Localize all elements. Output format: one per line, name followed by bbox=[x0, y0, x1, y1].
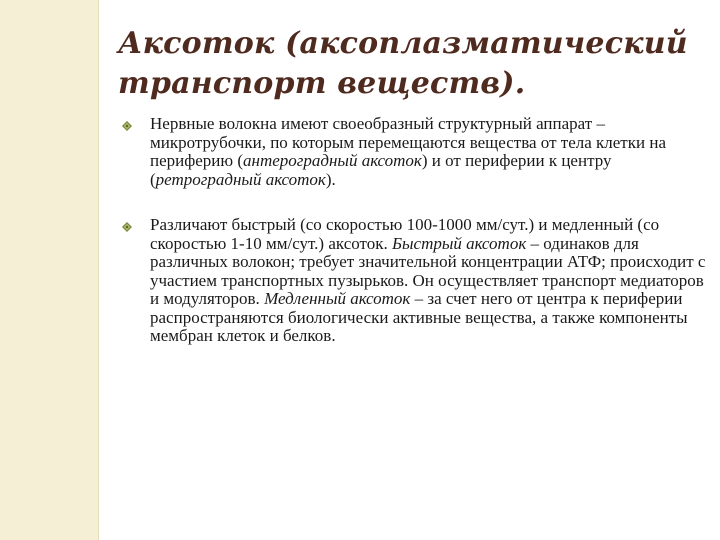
diamond-bullet-icon bbox=[122, 222, 132, 232]
slide-title-line-2: транспорт веществ). bbox=[118, 66, 526, 101]
term-retrograde: ретроградный аксоток bbox=[155, 169, 326, 189]
slide-title-line-1: Аксоток (аксоплазматический bbox=[118, 26, 688, 61]
text-run: Различают быстрый (со скоростью 100-1000 мм/сут.) и медленный (со скоростью 1-10 мм/сут.) аксоток. bbox=[150, 215, 660, 253]
bullet-item bbox=[122, 115, 707, 189]
bullet-text bbox=[150, 115, 707, 189]
bullet-text bbox=[150, 216, 707, 346]
bullet-item bbox=[122, 216, 707, 346]
text-run: – за счет него от центра к периферии распространяются биологически активные вещества, а также компоненты мембран клеток и белков. bbox=[150, 289, 688, 345]
side-divider bbox=[98, 0, 99, 540]
diamond-bullet-icon bbox=[122, 121, 132, 131]
term-fast-axotok: Быстрый аксоток bbox=[392, 233, 527, 253]
slide-title bbox=[118, 24, 708, 104]
side-band bbox=[0, 0, 98, 540]
text-run: ). bbox=[325, 169, 336, 189]
term-anterograde: антероградный аксоток bbox=[243, 151, 422, 170]
bullet-list bbox=[122, 115, 707, 346]
text-run: – одинаков для различных волокон; требует значительной концентрации АТФ; происходит с участием транспортных пузырьков. Он осуществляет транспорт медиаторов и модуляторов. bbox=[150, 233, 706, 308]
text-run: ) и от периферии к центру ( bbox=[150, 151, 612, 189]
text-run: Нервные волокна имеют своеобразный структурный аппарат – микротрубочки, по которым перемещаются вещества от тела клетки на периферию ( bbox=[150, 114, 666, 170]
term-slow-axotok: Медленный аксоток bbox=[264, 289, 411, 308]
